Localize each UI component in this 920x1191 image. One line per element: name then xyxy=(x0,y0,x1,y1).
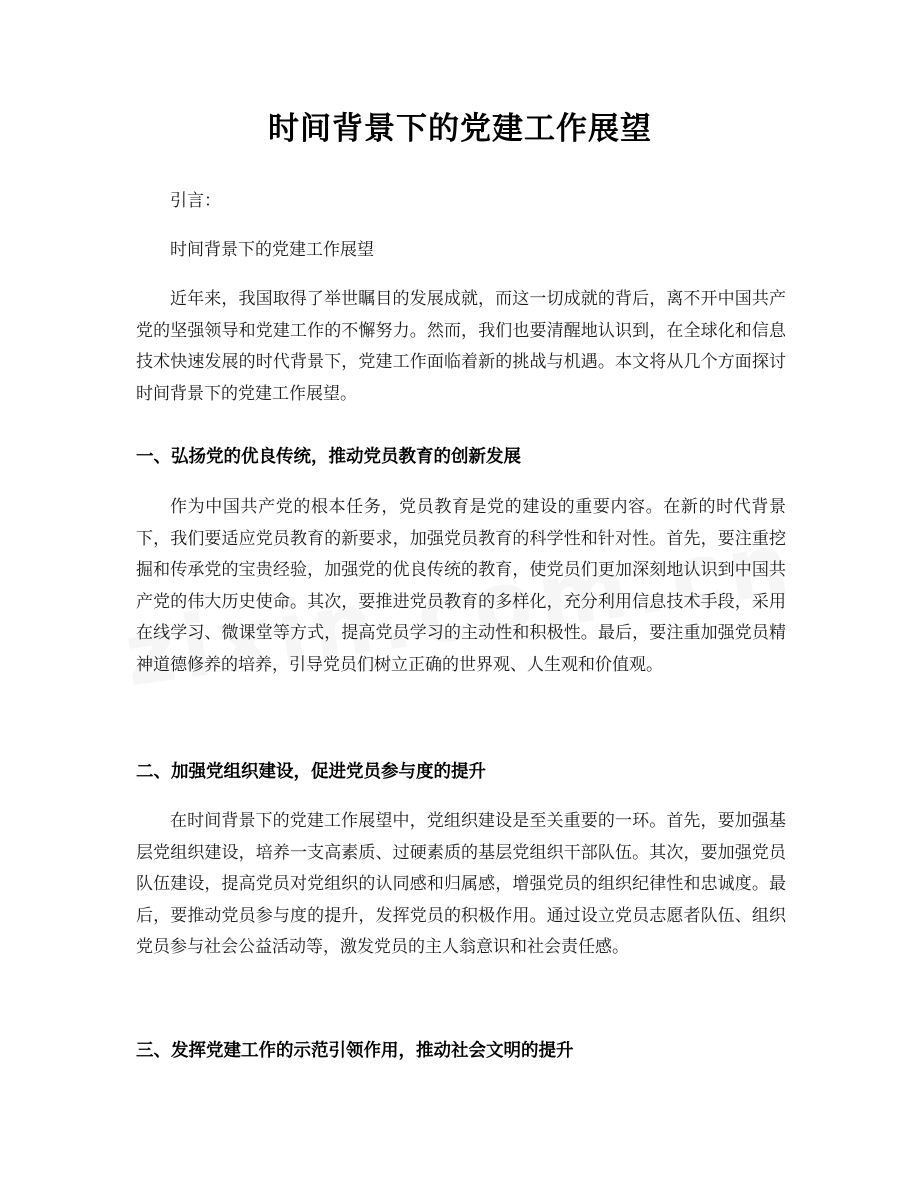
page-title: 时间背景下的党建工作展望 xyxy=(268,111,652,147)
section-body-1: 作为中国共产党的根本任务，党员教育是党的建设的重要内容。在新的时代背景下，我们要适应党员教育的新要求，加强党员教育的科学性和针对性。首先，要注重挖掘和传承党的宝贵经验，加强党的优良传统的教育，使党员们更加深刻地认识到中国共产党的伟大历史使命。其次，要推进党员教育的多样化，充分利用信息技术手段，采用在线学习、微课堂等方式，提高党员学习的主动性和积极性。最后，要注重加强党员精神道德修养的培养，引导党员们树立正确的世界观、人生观和价值观。 xyxy=(136,497,786,675)
section-body-2: 在时间背景下的党建工作展望中，党组织建设是至关重要的一环。首先，要加强基层党组织建设，培养一支高素质、过硬素质的基层党组织干部队伍。其次，要加强党员队伍建设，提高党员对党组织的认同感和归属感，增强党员的组织纪律性和忠诚度。最后，要推动党员参与度的提升，发挥党员的积极作用。通过设立党员志愿者队伍、组织党员参与社会公益活动等，激发党员的主人翁意识和社会责任感。 xyxy=(136,811,786,958)
section-heading-3: 三、发挥党建工作的示范引领作用，推动社会文明的提升 xyxy=(136,1041,574,1061)
intro-paragraph: 近年来，我国取得了举世瞩目的发展成就，而这一切成就的背后，离不开中国共产党的坚强领导和党建工作的不懈努力。然而，我们也要清醒地认识到，在全球化和信息技术快速发展的时代背景下，党建工作面临着新的挑战与机遇。本文将从几个方面探讨时间背景下的党建工作展望。 xyxy=(136,289,786,404)
section-heading-2: 二、加强党组织建设，促进党员参与度的提升 xyxy=(136,762,486,782)
intro-label: 引言： xyxy=(170,191,221,211)
section-heading-1: 一、弘扬党的优良传统，推动党员教育的创新发展 xyxy=(136,447,521,467)
intro-subtitle: 时间背景下的党建工作展望 xyxy=(170,240,374,260)
